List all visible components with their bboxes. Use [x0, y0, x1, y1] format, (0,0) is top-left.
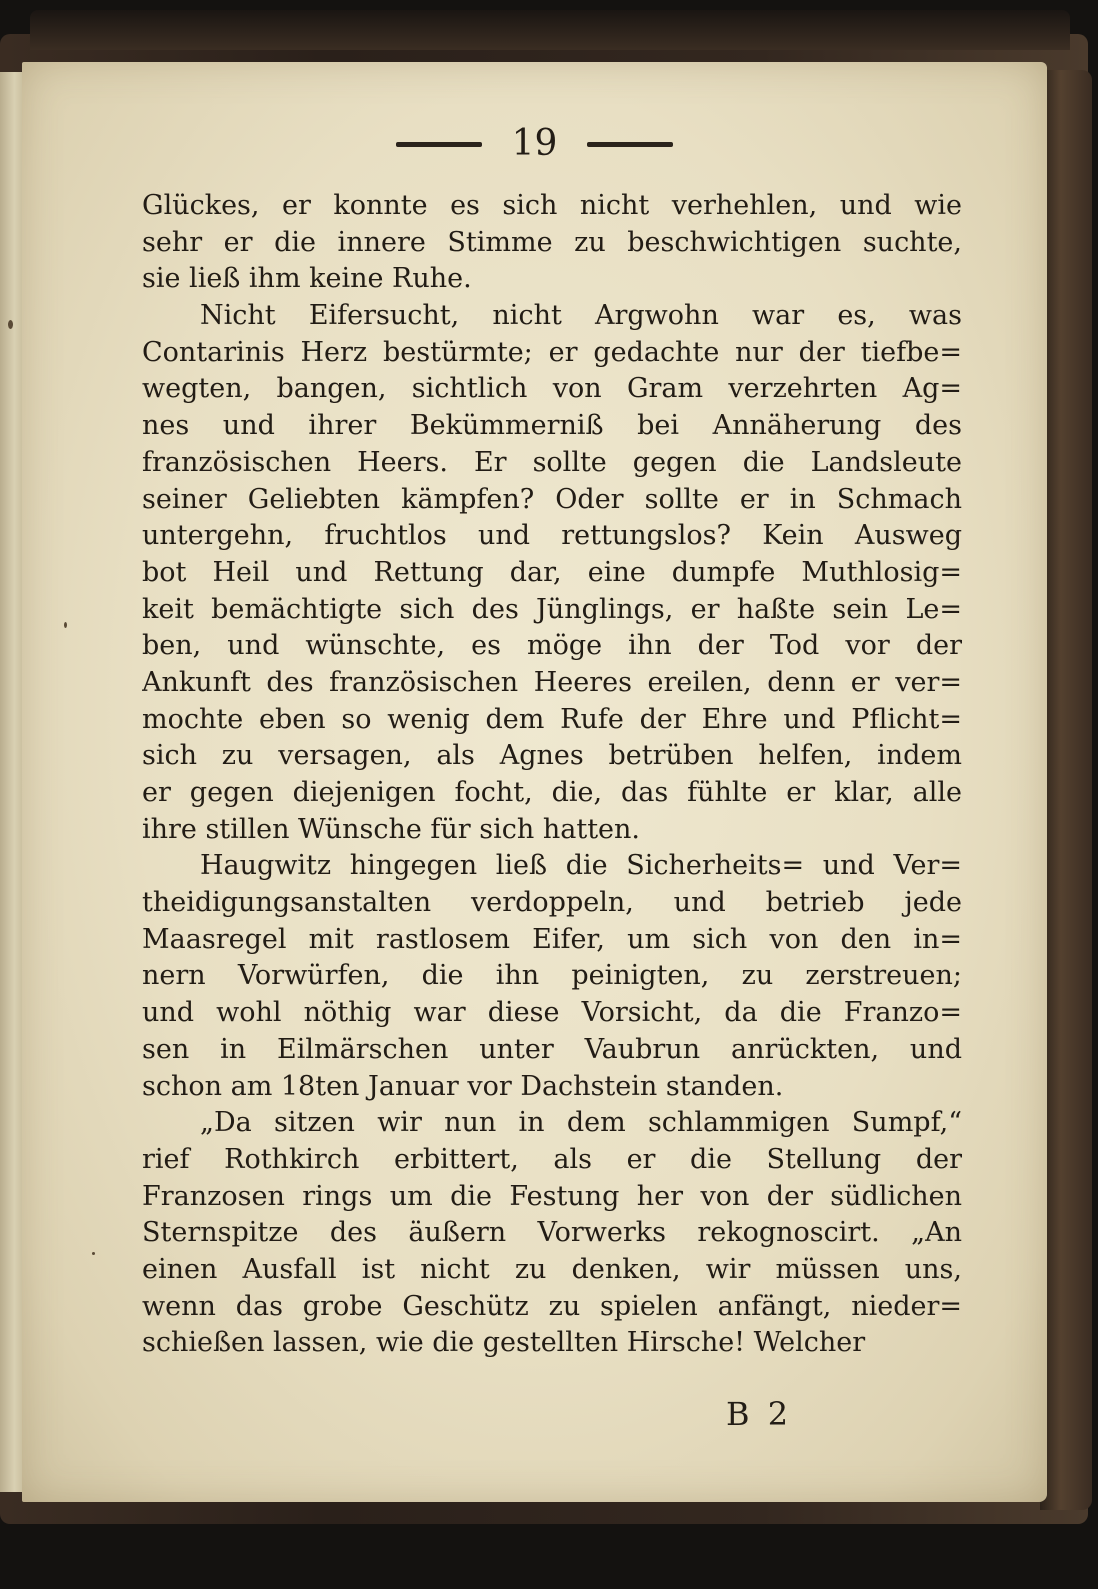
text-line: schießen lassen, wie die gestellten Hirsche! Welcher: [142, 1327, 866, 1359]
paper-speck: [8, 320, 13, 329]
text-line: nern Vorwürfen, die ihn peinigten, zu zerstreuen;: [142, 960, 962, 992]
header-rule-left: [396, 142, 482, 147]
text-line: Ankunft des französischen Heeres ereilen, denn er ver=: [142, 666, 962, 698]
text-line: und wohl nöthig war diese Vorsicht, da die Franzo=: [142, 997, 962, 1029]
body-text: [142, 188, 962, 1362]
text-line: er gegen diejenigen focht, die, das fühlte er klar, alle: [142, 777, 962, 808]
text-line: Glückes, er konnte es sich nicht verhehlen, und wie: [142, 190, 962, 221]
text-line: wenn das grobe Geschütz zu spielen anfängt, nieder=: [142, 1290, 962, 1322]
text-line: nes und ihrer Bekümmerniß bei Annäherung des: [142, 410, 962, 442]
text-line: seiner Geliebten kämpfen? Oder sollte er in Schmach: [142, 483, 962, 515]
signature-mark: B 2: [726, 1395, 793, 1433]
text-line: Haugwitz hingegen ließ die Sicherheits= und Ver=: [200, 850, 962, 882]
page-header: [22, 124, 1047, 164]
text-line: schon am 18ten Januar vor Dachstein standen.: [142, 1070, 784, 1102]
printed-page: [22, 62, 1047, 1502]
text-line: bot Heil und Rettung dar, eine dumpfe Muthlosig=: [142, 556, 962, 588]
cover-top-edge: [30, 10, 1070, 50]
text-line: untergehn, fruchtlos und rettungslos? Kein Ausweg: [142, 520, 962, 552]
text-line: Nicht Eifersucht, nicht Argwohn war es, was: [200, 300, 962, 332]
header-rule-right: [587, 142, 673, 147]
text-line: ben, und wünschte, es möge ihn der Tod vor der: [142, 630, 962, 662]
cover-right-edge: [1040, 70, 1092, 1510]
page-number: 19: [511, 123, 558, 164]
text-line: keit bemächtigte sich des Jünglings, er haßte sein Le=: [142, 593, 962, 625]
text-line: theidigungsanstalten verdoppeln, und betrieb jede: [142, 887, 962, 919]
text-line: ihre stillen Wünsche für sich hatten.: [142, 813, 641, 845]
text-line: einen Ausfall ist nicht zu denken, wir müssen uns,: [142, 1253, 962, 1285]
text-line: sie ließ ihm keine Ruhe.: [142, 263, 472, 295]
text-line: sehr er die innere Stimme zu beschwichtigen suchte,: [142, 226, 962, 258]
facing-page-edge: [0, 72, 24, 1492]
text-line: mochte eben so wenig dem Rufe der Ehre und Pflicht=: [142, 703, 962, 735]
paper-speck: [64, 622, 67, 628]
text-line: sen in Eilmärschen unter Vaubrun anrückten, und: [142, 1033, 962, 1065]
text-line: Sternspitze des äußern Vorwerks rekognoscirt. „An: [142, 1217, 962, 1249]
text-line: „Da sitzen wir nun in dem schlammigen Sumpf,“: [200, 1107, 962, 1139]
text-line: Contarinis Herz bestürmte; er gedachte nur der tiefbe=: [142, 336, 962, 368]
text-line: wegten, bangen, sichtlich von Gram verzehrten Ag=: [142, 373, 962, 405]
paper-speck: [92, 1252, 95, 1255]
text-line: französischen Heers. Er sollte gegen die Landsleute: [142, 446, 962, 478]
text-line: Maasregel mit rastlosem Eifer, um sich von den in=: [142, 923, 962, 955]
text-line: sich zu versagen, als Agnes betrüben helfen, indem: [142, 740, 962, 772]
text-line: Franzosen rings um die Festung her von der südlichen: [142, 1180, 962, 1212]
text-line: rief Rothkirch erbittert, als er die Stellung der: [142, 1143, 962, 1175]
